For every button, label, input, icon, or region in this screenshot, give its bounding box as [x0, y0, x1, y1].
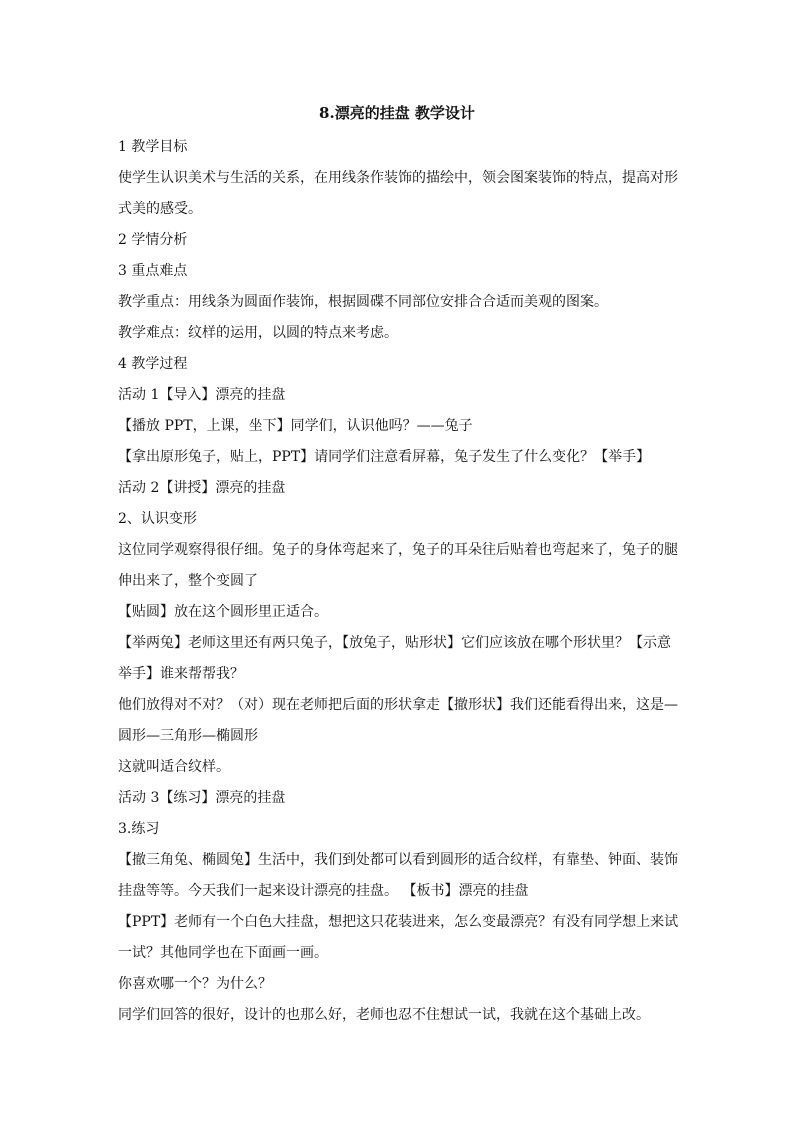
paragraph-line: 挂盘等等。今天我们一起来设计漂亮的挂盘。 【板书】漂亮的挂盘: [118, 883, 529, 899]
subsection-heading: 2、认识变形: [118, 511, 197, 527]
paragraph-line: 使学生认识美术与生活的关系，在用线条作装饰的描绘中，领会图案装饰的特点，提高对形: [118, 170, 678, 186]
paragraph-line: 同学们回答的很好，设计的也那么好，老师也忍不住想试一试，我就在这个基础上改。: [118, 1007, 650, 1023]
subsection-heading: 3.练习: [118, 821, 160, 837]
paragraph-line: 这位同学观察得很仔细。兔子的身体弯起来了，兔子的耳朵往后贴着也弯起来了，兔子的腿: [118, 542, 678, 558]
paragraph-line: 【贴圆】放在这个圆形里正适合。: [118, 604, 328, 620]
section-heading-process: 4 教学过程: [118, 356, 188, 372]
paragraph-line: 教学重点：用线条为圆面作装饰，根据圆碟不同部位安排合合适而美观的图案。: [118, 294, 608, 310]
paragraph-line: 教学难点：纹样的运用，以圆的特点来考虑。: [118, 325, 398, 341]
paragraph-line: 【举两兔】老师这里还有两只兔子，【放兔子，贴形状】它们应该放在哪个形状里？【示意: [118, 635, 671, 651]
paragraph-line: 他们放得对不对？（对）现在老师把后面的形状拿走【撤形状】我们还能看得出来，这是—: [118, 697, 678, 713]
paragraph-line: 圆形—三角形—椭圆形: [118, 728, 258, 744]
document-title: 8.漂亮的挂盘 教学设计: [319, 104, 475, 122]
section-heading-keypoints: 3 重点难点: [118, 263, 188, 279]
paragraph-line: 式美的感受。: [118, 201, 202, 217]
section-heading-goals: 1 教学目标: [118, 139, 188, 155]
paragraph-line: 这就叫适合纹样。: [118, 759, 230, 775]
paragraph-line: 伸出来了，整个变圆了: [118, 573, 258, 589]
paragraph-line: 【撤三角兔、椭圆兔】生活中，我们到处都可以看到圆形的适合纹样，有靠垫、钟面、装饰: [118, 852, 678, 868]
paragraph-line: 你喜欢哪一个？为什么？: [118, 976, 272, 992]
paragraph-line: 举手】谁来帮帮我？: [118, 666, 244, 682]
paragraph-line: 一试？其他同学也在下面画一画。: [118, 945, 328, 961]
paragraph-line: 【播放 PPT，上课，坐下】同学们，认识他吗？——兔子: [118, 418, 473, 434]
paragraph-line: 【拿出原形兔子，贴上，PPT】请同学们注意看屏幕，兔子发生了什么变化？【举手】: [118, 449, 651, 465]
section-heading-analysis: 2 学情分析: [118, 232, 188, 248]
activity-heading: 活动 1【导入】漂亮的挂盘: [118, 387, 286, 403]
activity-heading: 活动 3【练习】漂亮的挂盘: [118, 790, 286, 806]
paragraph-line: 【PPT】老师有一个白色大挂盘，想把这只花装进来，怎么变最漂亮？有没有同学想上来试: [118, 914, 679, 930]
activity-heading: 活动 2【讲授】漂亮的挂盘: [118, 480, 286, 496]
document-body: [118, 132, 678, 1031]
